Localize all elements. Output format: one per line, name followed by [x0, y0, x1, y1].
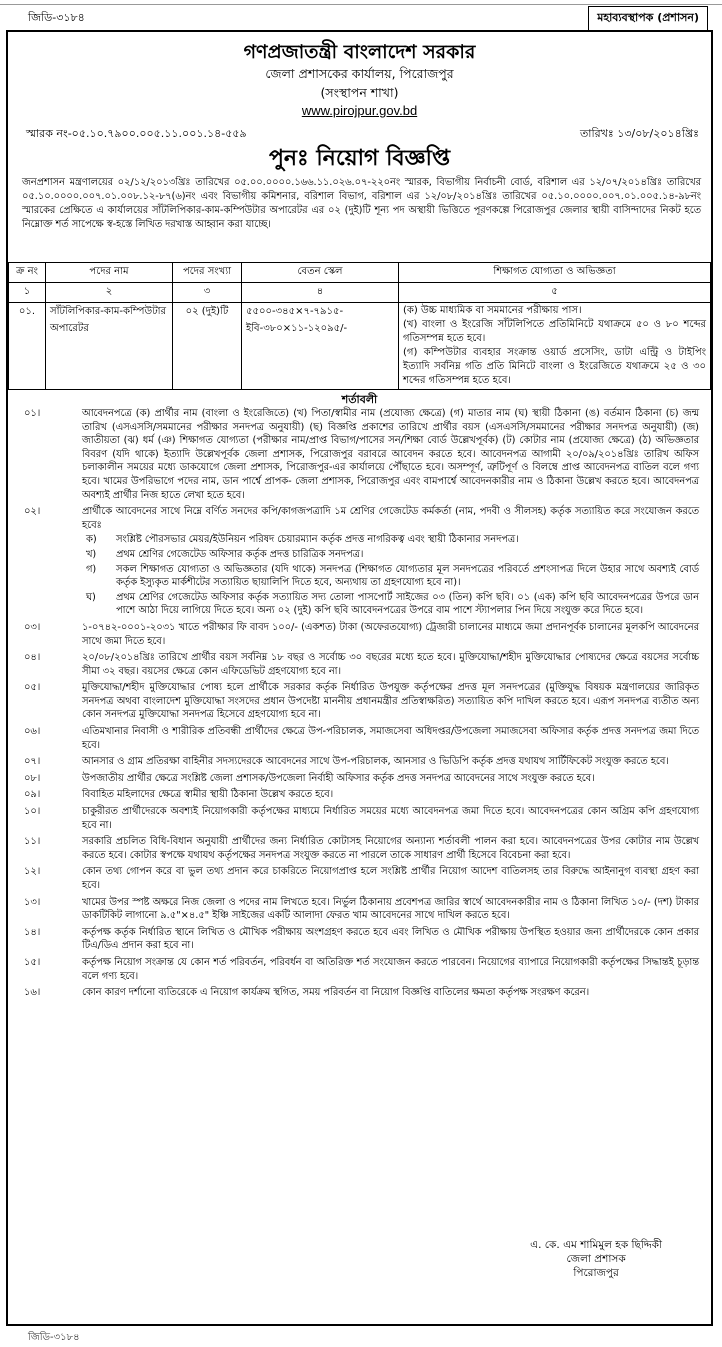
sub-condition-text: প্রথম শ্রেণির গেজেটেড অফিসার কর্তৃক প্রদত্ত চারিত্রিক সনদপত্র।	[116, 548, 364, 560]
condition-number: ০৮।	[24, 772, 41, 784]
condition-text: প্রার্থীকে আবেদনের সাথে নিম্নে বর্ণিত সনদের কপি/কাগজপত্রাদি ১ম শ্রেণির গেজেটেড কর্মকর্তা (নাম, পদবী ও সীলসহ) কর্তৃক সত্যায়িত করে সংযোজন করতে হবেঃ	[82, 506, 699, 531]
condition-number: ০৭।	[24, 756, 41, 768]
condition-item	[24, 788, 699, 802]
condition-number: ১৫।	[24, 956, 41, 968]
condition-text: উপজাতীয় প্রার্থীর ক্ষেত্রে সংশ্লিষ্ট জেলা প্রশাসক/উপজেলা নির্বাহী অফিসার কর্তৃক প্রদত্ত সনদপত্র আবেদনের সাথে সংযুক্ত করতে হবে।	[82, 772, 595, 784]
sub-condition	[82, 533, 699, 547]
table-number-row	[9, 283, 711, 303]
condition-number: ১২।	[24, 866, 41, 878]
branch-name: (সংস্থাপন শাখা)	[320, 85, 399, 100]
sub-condition-text: সকল শিক্ষাগত যোগ্যতা ও অভিজ্ঞতার (যদি থাকে) সনদপত্র (শিক্ষাগত যোগ্যতার মূল সনদপত্রের পরিবর্তে প্রশংসাপত্র দিলে উহার সাথে অবশ্যই বোর্ড কর্তৃক ইস্যুকৃত মার্কশীটের সত্যায়িত ছায়ালিপি দিতে হবে, অন্যথায় তা গ্রহণযোগ্য হবে না)।	[116, 563, 699, 589]
condition-text: কর্তৃপক্ষ কর্তৃক নির্ধারিত স্থানে লিখিত ও মৌখিক পরীক্ষায় অংশগ্রহণ করতে হবে এবং লিখিত ও মৌখিক পরীক্ষায় উপস্থিত হওয়ার জন্য প্রার্থীদেরকে কোন প্রকার টিএ/ডিএ প্রদান করা হবে না।	[82, 926, 699, 952]
num-cell: ৫	[399, 283, 711, 303]
num-cell: ২	[46, 283, 173, 303]
condition-number: ০৫।	[24, 682, 41, 694]
condition-text: চাকুরীরত প্রার্থীদেরকে অবশ্যই নিয়োগকারী কর্তৃপক্ষের মাধ্যমে নির্ধারিত সময়ের মধ্যে আবেদনপত্র জমা দিতে হবে। আবেদনপত্রের কোন অগ্রিম কপি গ্রহণযোগ্য হবে না।	[82, 806, 699, 831]
sub-condition	[82, 548, 699, 562]
sub-condition-key: খ)	[86, 548, 97, 560]
condition-text: কোন কারণ দর্শানো ব্যতিরেকে এ নিয়োগ কার্যক্রম স্থগিত, সময় পরিবর্তন বা নিয়োগ বিজ্ঞপ্তি বাতিলের ক্ষমতা কর্তৃপক্ষ সংরক্ষণ করেন।	[82, 987, 590, 999]
signatory-name: এ. কে. এম শামিমুল হক ছিদ্দিকী	[530, 1239, 662, 1251]
condition-body	[82, 407, 699, 502]
condition-body	[82, 651, 699, 678]
qualification-item: (খ) বাংলা ও ইংরেজি সাঁটলিপিতে প্রতিমিনিটে যথাক্রমে ৫০ ও ৮০ শব্দের গতিসম্পন্ন হতে হবে।	[403, 319, 706, 344]
condition-item	[24, 651, 699, 678]
condition-body	[82, 986, 699, 1000]
row-serial: ০১.	[9, 303, 46, 390]
condition-text: মুক্তিযোদ্ধা/শহীদ মুক্তিযোদ্ধার পোষ্য হলে প্রার্থীকে সরকার কর্তৃক নির্ধারিত উপযুক্ত কর্তৃপক্ষের প্রদত্ত মূল সনদপত্রের (মুক্তিযুদ্ধ বিষয়ক মন্ত্রণালয়ের জারিকৃত সনদপত্র অথবা বাংলাদেশ মুক্তিযোদ্ধা সংসদের প্রধান উপদেষ্টা মাননীয় প্রধানমন্ত্রীর প্রতিস্বাক্ষরিত) সত্যায়িত কপি দাখিল করতে হবে। এরূপ সনদপত্র ব্যতীত অন্য কোন সনদপত্র মুক্তিযোদ্ধা সনদপত্র হিসেবে গ্রহণযোগ্য হবে না।	[82, 682, 699, 721]
condition-body	[82, 956, 699, 983]
sub-condition-text: সংশ্লিষ্ট পৌরসভার মেয়র/ইউনিয়ন পরিষদ চেয়ারম্যান কর্তৃক প্রদত্ত নাগরিকত্ব এবং স্থায়ী ঠিকানার সনদপত্র।	[116, 534, 519, 546]
condition-item	[24, 772, 699, 786]
header	[8, 40, 711, 120]
condition-body	[82, 805, 699, 832]
num-cell: ১	[9, 283, 46, 303]
condition-item	[24, 805, 699, 832]
footer-gd-number: জিডি-৩১৮৪	[28, 1332, 80, 1343]
sub-condition-text: প্রথম শ্রেণির গেজেটেড অফিসার কর্তৃক সত্যায়িত সদ্য তোলা পাসপোর্ট সাইজের ০৩ (তিন) কপি ছবি। ০১ (এক) কপি ছবি আবেদনপত্রের উপরে ডান পাশে আঠা দিয়ে লাগিয়ে দিতে হবে। অন্য ০২ (দুই) কপি ছবি আবেদনপত্রের উপরে বাম পাশে স্ট্যাপলার পিন দিয়ে সংযুক্ত করে দিতে হবে।	[116, 591, 699, 617]
condition-body	[82, 788, 699, 802]
condition-text: ২০/০৮/২০১৪খ্রিঃ তারিখে প্রার্থীর বয়স সর্বনিম্ন ১৮ বছর ও সর্বোচ্চ ৩০ বছরের মধ্যে হতে হবে। মুক্তিযোদ্ধা/শহীদ মুক্তিযোদ্ধার পোষ্যদের ক্ষেত্রে বয়সের সর্বোচ্চ সীমা ৩২ বছর। বয়সের ক্ষেত্রে কোন এফিডেভিট গ্রহণযোগ্য হবে না।	[82, 652, 699, 677]
condition-number: ০২।	[24, 506, 41, 518]
table-row	[9, 303, 711, 390]
condition-text: আবেদনপত্রে (ক) প্রার্থীর নাম (বাংলা ও ইংরেজিতে) (খ) পিতা/স্বামীর নাম (প্রযোজ্য ক্ষেত্রে) (গ) মাতার নাম (ঘ) স্থায়ী ঠিকানা (ঙ) বর্তমান ঠিকানা (চ) জন্ম তারিখ (এসএসসি/সমমানের পরীক্ষার সনদপত্র অনুযায়ী) (ছ) বিজ্ঞপ্তি প্রকাশের তারিখে প্রার্থীর বয়স (এসএসসি/সমমানের পরীক্ষার সনদপত্র অনুযায়ী) (জ) জাতীয়তা (ঝ) ধর্ম (ঞ) শিক্ষাগত যোগ্যতা (পরীক্ষার নাম/প্রাপ্ত বিভাগ/পাসের সন/শিক্ষা বোর্ড উল্লেখপূর্বক) (ট) কোটার নাম (প্রযোজ্য ক্ষেত্রে) (ঠ) অভিজ্ঞতার বিবরণ (যদি থাকে) ইত্যাদি উল্লেখপূর্বক জেলা প্রশাসক, পিরোজপুর বরাবরে আবেদন করতে হবে। আবেদনপত্র আগামী ২০/০৯/২০১৪খ্রিঃ তারিখ অফিস চলাকালীন সময়ের মধ্যে ডাকযোগে জেলা প্রশাসক, পিরোজপুর-এর কার্যালয়ে পৌঁছাতে হবে। অসম্পূর্ণ, ত্রুটিপূর্ণ ও বিলম্বে প্রাপ্ত আবেদনপত্র বাতিল বলে গণ্য হবে। খামের উপরিভাগে পদের নাম, ডান পার্শ্বে প্রাপক- জেলা প্রশাসক, পিরোজপুর এবং বামপার্শ্বে আবেদনকারীর নাম ও ঠিকানা উল্লেখ করতে হবে। আবেদনপত্র অবশ্যই প্রার্থীর নিজ হাতে লেখা হতে হবে।	[82, 408, 699, 501]
intro-paragraph: জনপ্রশাসন মন্ত্রণালয়ের ০২/১২/২০১৩খ্রিঃ তারিখের ০৫.০০.০০০০.১৬৬.১১.০২৬.০৭-২২০নং স্মারক, বিভাগীয় নির্বাচনী বোর্ড, বরিশাল এর ১২/০৭/২০১৪খ্রিঃ তারিখের ০৫.১০.০০০০.০০৭.০১.০০৮.১২-৮৭(৬)নং এবং বিভাগীয় কমিশনার, বরিশাল বিভাগ, বরিশাল এর ১২/০৮/২০১৪খ্রিঃ তারিখের ০৫.১০.০০০০.০০৭.০১.০০৫.১৪-৯৮নং স্মারকের প্রেক্ষিতে এ কার্যালয়ের সাঁটলিপিকার-কাম-কম্পিউটার অপারেটর এর ০২ (দুই)টি শূন্য পদ অস্থায়ী ভিত্তিতে পূরণকল্পে পিরোজপুর জেলার স্থায়ী বাসিন্দাদের নিকট হতে নিম্নোক্ত শর্ত সাপেক্ষে স্ব-হস্তে লিখিত দরখাস্ত আহ্বান করা যাচ্ছে।	[22, 177, 701, 230]
condition-item	[24, 865, 699, 892]
col-pay: বেতন স্কেল	[242, 263, 399, 283]
condition-body	[82, 835, 699, 862]
condition-number: ০৬।	[24, 726, 41, 738]
row-qualification	[399, 303, 711, 390]
sub-condition-key: গ)	[86, 563, 97, 575]
notice-page	[6, 30, 713, 1326]
memo-date: তারিখঃ ১৩/০৮/২০১৪খ্রিঃ	[580, 127, 699, 140]
gd-number: জিডি-৩১৮৪	[28, 11, 85, 24]
condition-item	[24, 621, 699, 648]
condition-number: ০৩।	[24, 621, 41, 633]
notice-title: পুনঃ নিয়োগ বিজ্ঞপ্তি	[268, 146, 451, 171]
condition-number: ১৬।	[24, 987, 41, 999]
condition-number: ১০।	[24, 806, 41, 818]
condition-body	[82, 896, 699, 923]
post-table	[8, 262, 711, 390]
signature-block	[530, 1238, 662, 1280]
condition-number: ১১।	[24, 836, 41, 848]
condition-text: কর্তৃপক্ষ নিয়োগ সংক্রান্ত যে কোন শর্ত পরিবর্তন, পরিবর্ধন বা অতিরিক্ত শর্ত সংযোজন করতে পারবেন। নিয়োগের ব্যাপারে নিয়োগকারী কর্তৃপক্ষের সিদ্ধান্তই চূড়ান্ত বলে গণ্য হবে।	[82, 956, 699, 982]
sub-condition-key: ঘ)	[86, 591, 96, 603]
condition-number: ০১।	[24, 408, 41, 419]
condition-body	[82, 865, 699, 892]
num-cell: ৩	[173, 283, 242, 303]
top-rule	[0, 0, 722, 5]
col-qualification: শিক্ষাগত যোগ্যতা ও অভিজ্ঞতা	[399, 263, 711, 283]
condition-item	[24, 725, 699, 752]
signatory-place: পিরোজপুর	[573, 1267, 619, 1279]
condition-item	[24, 926, 699, 953]
condition-number: ০৪।	[24, 652, 41, 664]
government-title: গণপ্রজাতন্ত্রী বাংলাদেশ সরকার	[243, 41, 476, 63]
col-post: পদের নাম	[46, 263, 173, 283]
condition-item	[24, 755, 699, 769]
row-pay: ৫৫০০-৩৪৫×৭-৭৯১৫-ইবি-৩৮০×১১-১২০৯৫/-	[242, 303, 399, 390]
num-cell: ৪	[242, 283, 399, 303]
condition-body	[82, 621, 699, 648]
condition-body	[82, 772, 699, 786]
condition-item	[24, 896, 699, 923]
condition-number: ১৩।	[24, 896, 41, 908]
condition-text: এতিমখানার নিবাসী ও শারীরিক প্রতিবন্ধী প্রার্থীদের ক্ষেত্রে উপ-পরিচালক, সমাজসেবা অধিদপ্তর/উপজেলা সমাজসেবা অফিসার কর্তৃক প্রদত্ত সনদপত্র জমা দিতে হবে।	[82, 726, 699, 751]
condition-item	[24, 407, 699, 502]
col-count: পদের সংখ্যা	[173, 263, 242, 283]
condition-body	[82, 725, 699, 752]
qualification-item: (ক) উচ্চ মাধ্যমিক বা সমমানের পরীক্ষায় পাস।	[403, 305, 582, 316]
condition-body	[82, 681, 699, 722]
conditions-title: শর্তাবলী	[341, 393, 378, 406]
signatory-designation: জেলা প্রশাসক	[566, 1253, 626, 1265]
qualification-item: (গ) কম্পিউটার ব্যবহার সংক্রান্ত ওয়ার্ড প্রসেসিং, ডাটা এন্ট্রি ও টাইপিং ইত্যাদি সর্বনিম্ন গতি প্রতি মিনিটে বাংলা ও ইংরেজিতে যথাক্রমে ২৫ ও ৩০ শব্দের গতিসম্পন্ন হতে হবে।	[403, 347, 706, 386]
condition-number: ০৯।	[24, 789, 41, 801]
row-count: ০২ (দুই)টি	[173, 303, 242, 390]
sub-condition-key: ক)	[86, 534, 97, 546]
website-link[interactable]: www.pirojpur.gov.bd	[301, 103, 418, 118]
row-post: সাঁটলিপিকার-কাম-কম্পিউটার অপারেটর	[46, 303, 173, 390]
condition-item	[24, 956, 699, 983]
conditions-list	[8, 407, 711, 1000]
condition-number: ১৪।	[24, 926, 41, 938]
memo-number: স্মারক নং-০৫.১০.৭৯০০.০০৫.১১.০০১.১৪-৫৫৯	[26, 127, 247, 140]
condition-text: বিবাহিত মহিলাদের ক্ষেত্রে স্বামীর স্থায়ী ঠিকানা উল্লেখ করতে হবে।	[82, 789, 334, 801]
condition-text: সরকারি প্রচলিত বিধি-বিধান অনুযায়ী প্রার্থীদের জন্য নির্ধারিত কোটাসহ নিয়োগের অন্যান্য শর্তাবলী পালন করা হবে। আবেদনপত্রের উপর কোটার নাম উল্লেখ করতে হবে। কোটার স্বপক্ষে যথাযথ কর্তৃপক্ষের সনদপত্র সংযুক্ত করতে না পারলে তাকে সাধারণ প্রার্থী হিসেবে বিবেচনা করা হবে।	[82, 836, 699, 861]
sub-condition	[82, 591, 699, 618]
condition-body	[82, 755, 699, 769]
condition-item	[24, 835, 699, 862]
condition-item	[24, 986, 699, 1000]
table-header-row	[9, 263, 711, 283]
condition-body	[82, 505, 699, 618]
sub-condition	[82, 563, 699, 590]
condition-item	[24, 681, 699, 722]
condition-text: আনসার ও গ্রাম প্রতিরক্ষা বাহিনীর সদস্যদেরকে আবেদনের সাথে উপ-পরিচালক, আনসার ও ভিডিপি কর্তৃক প্রদত্ত যথাযথ সার্টিফিকেট সংযুক্ত করতে হবে।	[82, 756, 669, 768]
office-name: জেলা প্রশাসকের কার্যালয়, পিরোজপুর	[265, 66, 454, 81]
condition-text: কোন তথ্য গোপন করে বা ভুল তথ্য প্রদান করে চাকরিতে নিয়োগপ্রাপ্ত হলে সংশ্লিষ্ট প্রার্থীর নিয়োগ আদেশ বাতিলসহ তার বিরুদ্ধে আইনানুগ ব্যবস্থা গ্রহণ করা হবে।	[82, 866, 699, 891]
col-serial: ক্র নং	[9, 263, 46, 283]
memo-line	[8, 122, 711, 142]
condition-text: ১-০৭৪২-০০০১-২০৩১ খাতে পরীক্ষার ফি বাবদ ১০০/- (একশত) টাকা (অফেরতযোগ্য) ট্রেজারী চালানের মাধ্যমে জমা প্রদানপূর্বক চালানের মূলকপি আবেদনের সাথে জমা দিতে হবে।	[82, 621, 699, 647]
condition-text: খামের উপর স্পষ্ট অক্ষরে নিজ জেলা ও পদের নাম লিখতে হবে। নির্ভুল ঠিকানায় প্রবেশপত্র জারির স্বার্থে আবেদনকারীর নাম ও ঠিকানা লিখিত ১০/- (দশ) টাকার ডাকটিকিট লাগানো ৯.৫"×৪.৫" ইঞ্চি সাইজের একটি আলাদা ফেরত খাম আবেদনের সাথে দাখিল করতে হবে।	[82, 896, 699, 922]
condition-body	[82, 926, 699, 953]
condition-item	[24, 505, 699, 618]
manager-label: মহাব্যবস্থাপক (প্রশাসন)	[588, 6, 708, 31]
